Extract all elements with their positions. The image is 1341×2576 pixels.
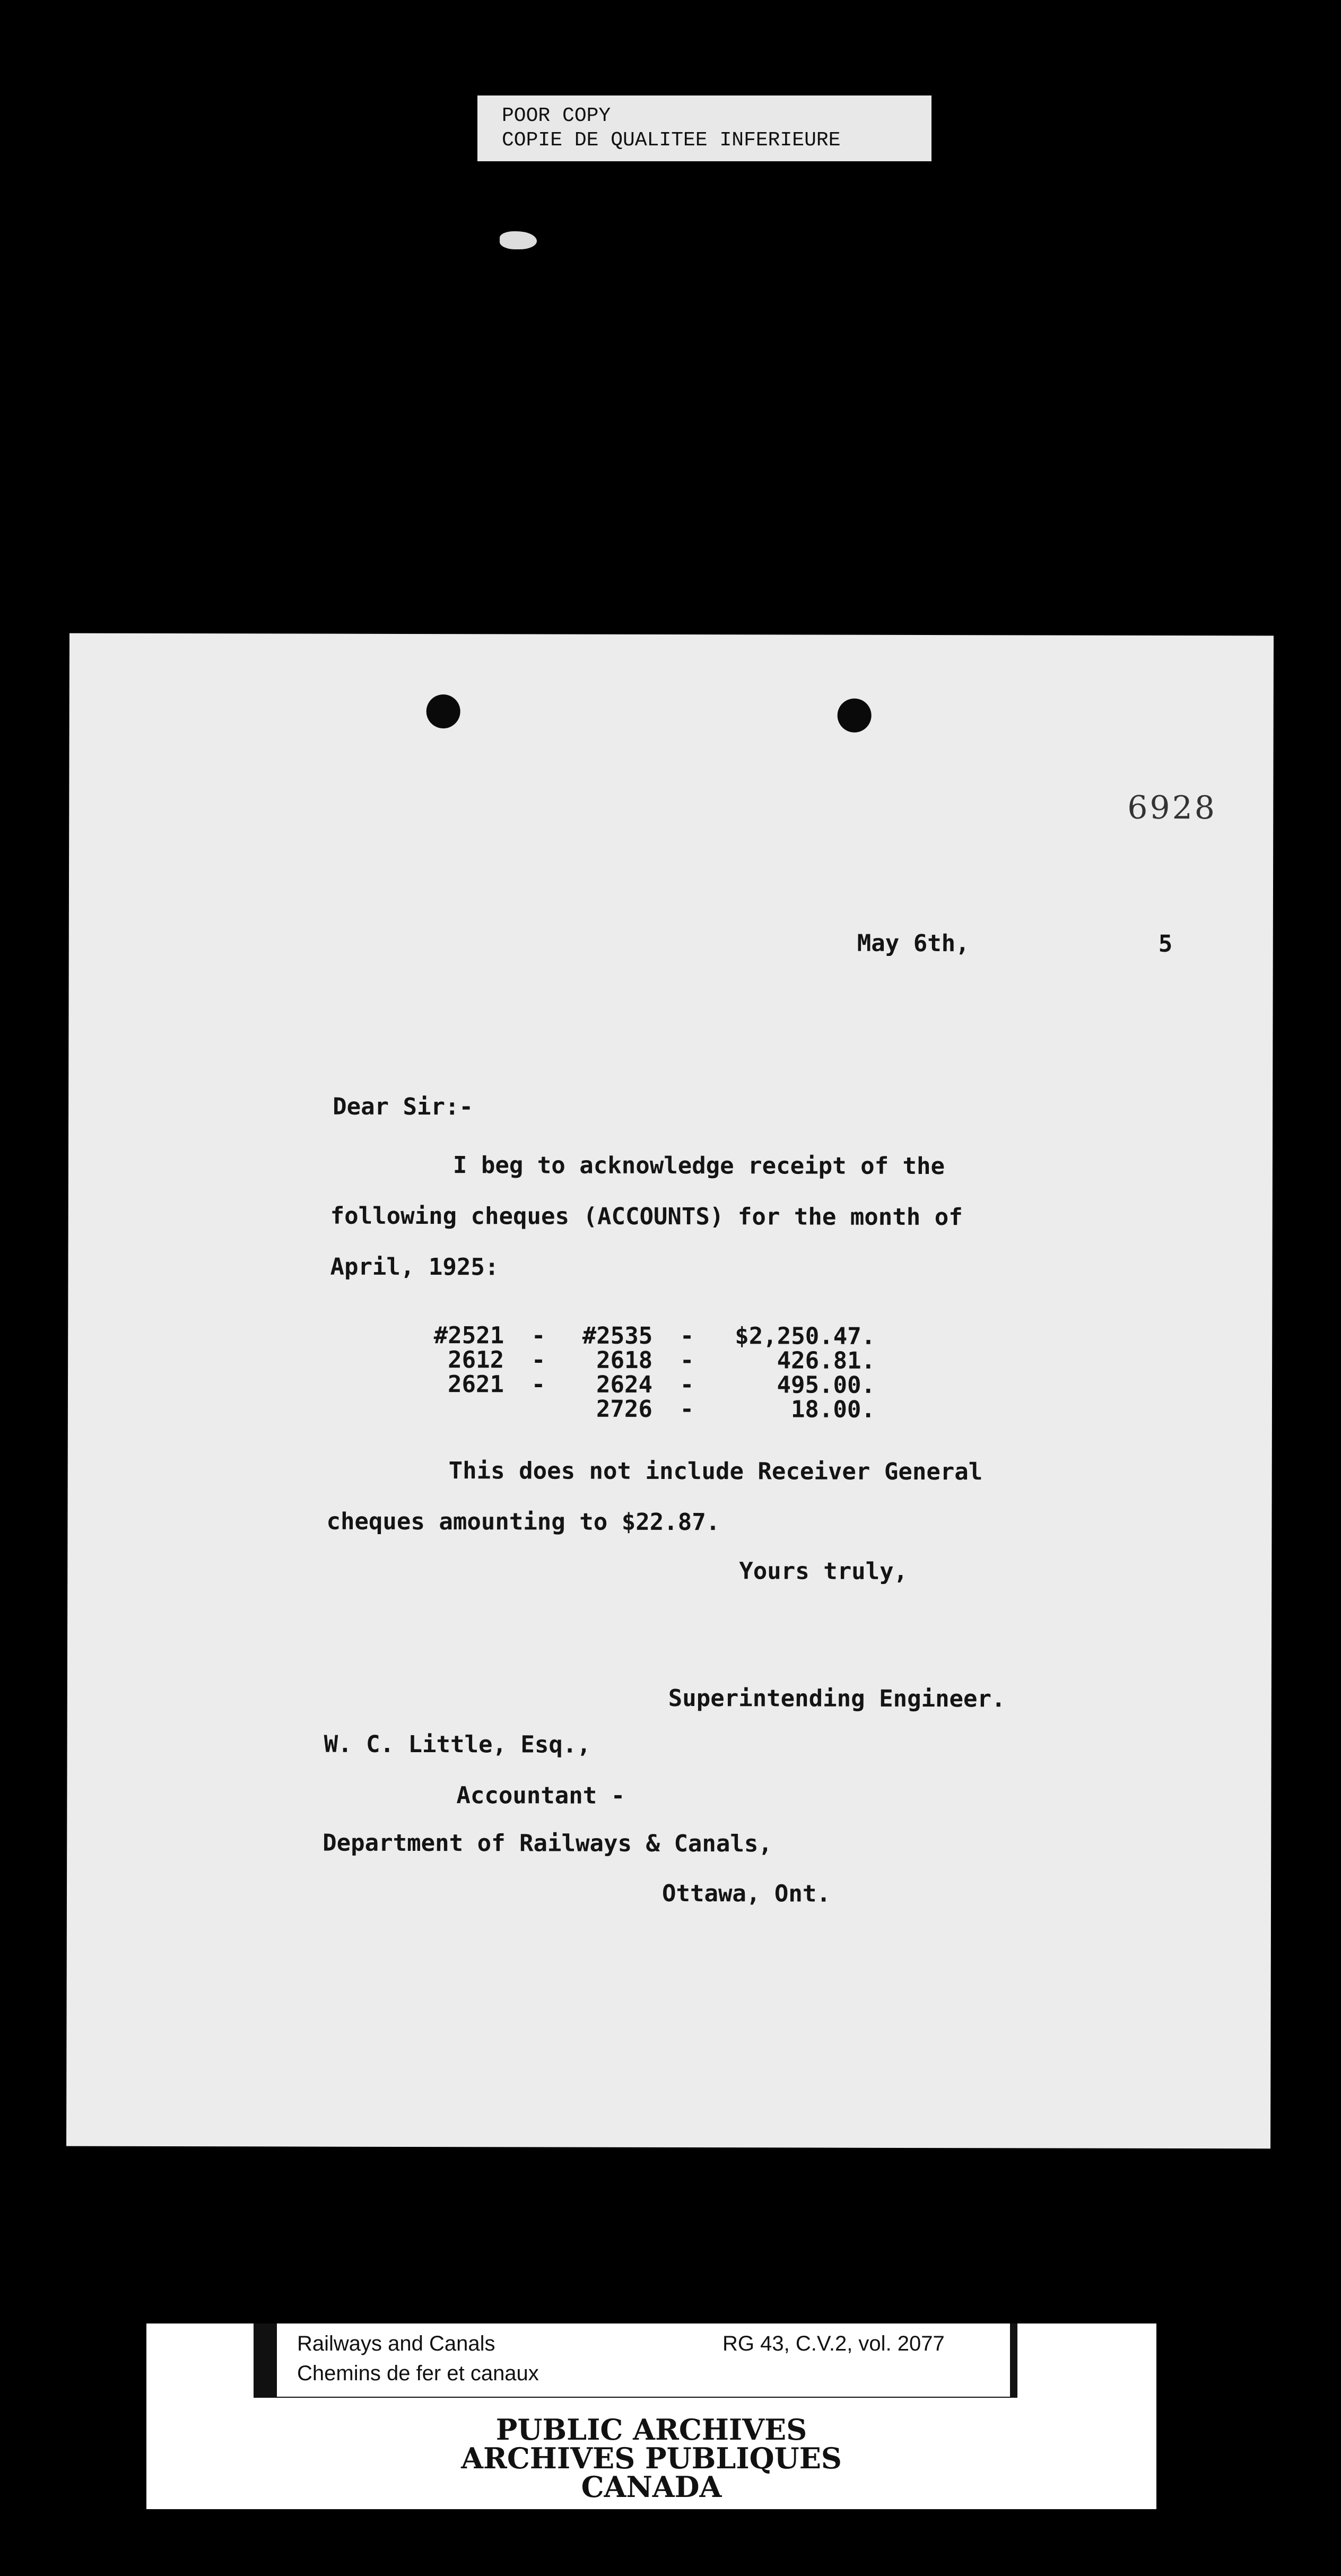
cheque-dash1 — [504, 1397, 573, 1421]
archives-country: CANADA — [581, 2470, 722, 2504]
cheque-to: 2726 — [596, 1395, 652, 1423]
cheque-row — [424, 1324, 875, 1349]
cheque-amount: 495.00. — [777, 1371, 876, 1399]
archives-english: PUBLIC ARCHIVES — [495, 2413, 807, 2447]
cheque-dash2: - — [680, 1371, 694, 1399]
fonds-french: Chemins de fer et canaux — [297, 2362, 539, 2385]
cheque-dash2: - — [680, 1322, 694, 1350]
cheque-from: #2521 — [433, 1322, 504, 1350]
addressee-city: Ottawa, Ont. — [661, 1879, 831, 1908]
cheque-to: 2618 — [596, 1346, 653, 1374]
body-line-3: April, 1925: — [330, 1253, 499, 1281]
dust-speck — [500, 231, 537, 249]
cheque-row — [424, 1372, 875, 1398]
cheque-from: 2621 — [448, 1371, 504, 1398]
closing: Yours truly, — [739, 1557, 908, 1585]
addressee-title: Accountant - — [456, 1782, 625, 1809]
cheque-from — [424, 1397, 504, 1421]
cheque-to: #2535 — [582, 1322, 653, 1350]
archive-footer — [146, 2323, 1156, 2509]
addressee-name: W. C. Little, Esq., — [324, 1730, 591, 1759]
punch-hole-right — [838, 699, 872, 733]
archive-reference: RG 43, C.V.2, vol. 2077 — [722, 2332, 945, 2355]
poor-copy-line-fr: COPIE DE QUALITEE INFERIEURE — [502, 129, 841, 152]
salutation: Dear Sir:- — [333, 1093, 474, 1121]
cheque-dash2: - — [680, 1347, 694, 1374]
cheque-row — [424, 1348, 875, 1373]
note-line-1: This does not include Receiver General — [448, 1457, 983, 1486]
note-line-2: cheques amounting to $22.87. — [326, 1508, 720, 1536]
cheque-row — [424, 1397, 875, 1422]
cheque-from: 2612 — [448, 1346, 504, 1374]
punch-hole-left — [426, 694, 460, 728]
body-line-1: I beg to acknowledge receipt of the — [452, 1152, 945, 1180]
cheque-amount: 18.00. — [790, 1396, 875, 1423]
archives-french: ARCHIVES PUBLIQUES — [461, 2441, 842, 2475]
poor-copy-line-en: POOR COPY — [502, 105, 611, 127]
cheque-to: 2624 — [596, 1371, 653, 1398]
fonds-english: Railways and Canals — [297, 2332, 495, 2355]
cheque-table — [424, 1324, 875, 1422]
cheque-amount: $2,250.47. — [735, 1322, 876, 1350]
page-mark: 5 — [1158, 930, 1173, 958]
addressee-department: Department of Railways & Canals, — [323, 1829, 772, 1858]
cheque-dash1: - — [531, 1371, 546, 1398]
letter-page — [66, 633, 1274, 2149]
signature-title: Superintending Engineer. — [668, 1684, 1006, 1713]
cheque-dash1: - — [531, 1322, 546, 1350]
cheque-dash1: - — [531, 1346, 546, 1374]
file-number: 6928 — [1127, 789, 1217, 827]
cheque-dash2: - — [680, 1396, 694, 1423]
cheque-amount: 426.81. — [777, 1347, 876, 1374]
letter-date: May 6th, — [857, 929, 970, 958]
footer-strip — [277, 2323, 1010, 2397]
body-line-2: following cheques (ACCOUNTS) for the month of — [330, 1202, 963, 1231]
poor-copy-label — [477, 95, 931, 161]
